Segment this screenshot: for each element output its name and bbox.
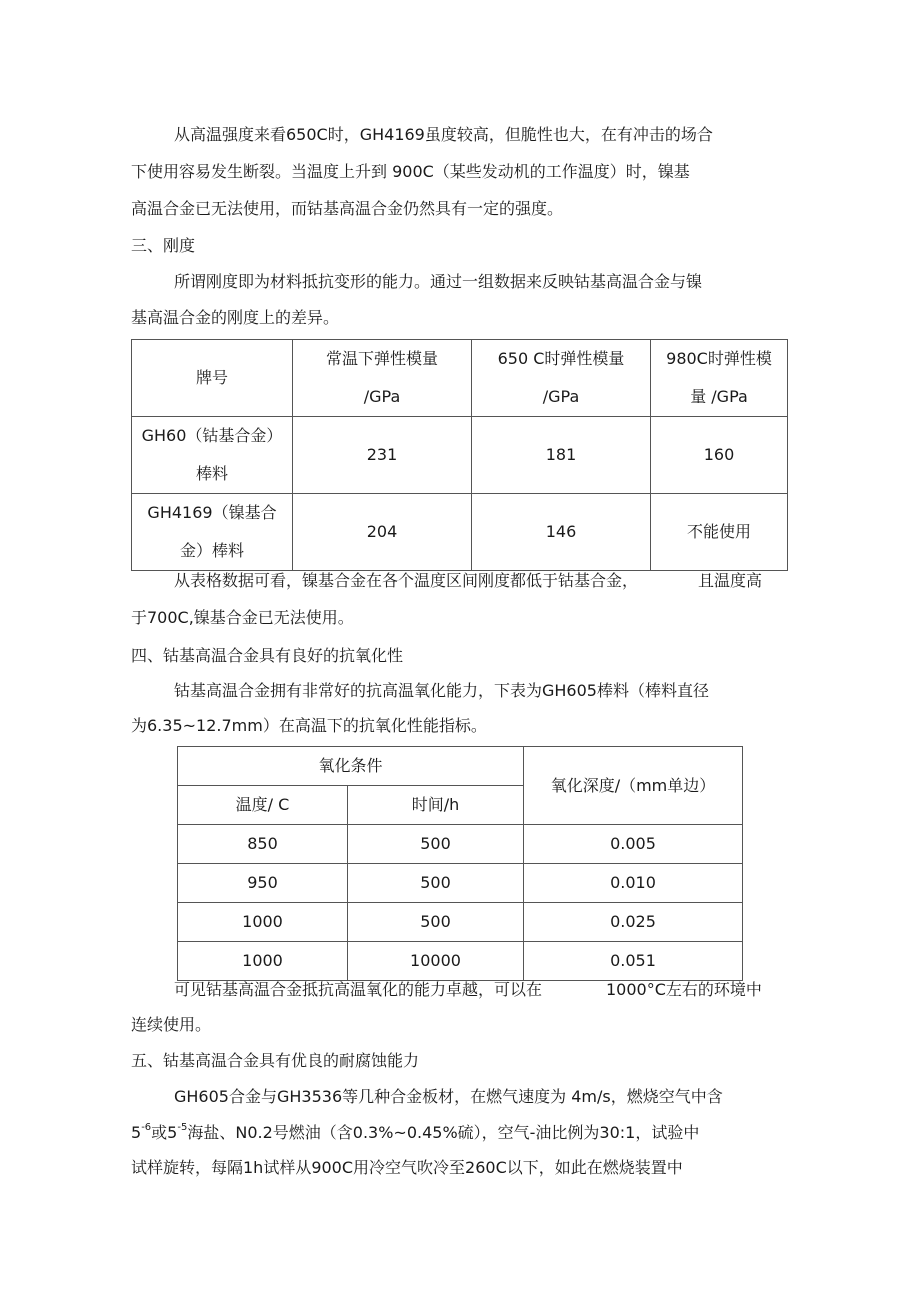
table-row <box>178 825 743 864</box>
para-1-line-3: 高温合金已无法使用，而钴基高温合金仍然具有一定的强度。 <box>131 199 564 218</box>
section-3-heading: 三、刚度 <box>131 236 196 255</box>
row-2-temperature: 950 <box>178 864 348 903</box>
row-1-650: 181 <box>472 417 651 494</box>
table-row <box>178 942 743 981</box>
header-oxidation-depth: 氧化深度/（mm单边） <box>524 747 743 825</box>
para-6-line-2: $5^{-6}$或$5^{-5}$海盐、N0.2号燃油（含0.3%~0.45%硫），空气-油比例为30:1，试验中 <box>131 1121 700 1142</box>
para-1-line-2: 下使用容易发生断裂。当温度上升到 900C（某些发动机的工作温度）时，镍基 <box>131 162 690 181</box>
para-3-line-1b: 且温度高 <box>698 571 763 590</box>
section-4-heading: 四、钴基高温合金具有良好的抗氧化性 <box>131 646 404 665</box>
stiffness-table <box>131 339 788 571</box>
row-1-980: 160 <box>651 417 788 494</box>
row-2-650: 146 <box>472 494 651 571</box>
para-5-line-1b: 1000°C左右的环境中 <box>606 980 762 999</box>
row-2-980: 不能使用 <box>651 494 788 571</box>
row-1-temperature: 850 <box>178 825 348 864</box>
section-5-heading: 五、钴基高温合金具有优良的耐腐蚀能力 <box>131 1051 420 1070</box>
para-3-line-1a: 从表格数据可看，镍基合金在各个温度区间刚度都低于钴基合金， <box>174 571 639 590</box>
para-6-line-1: GH605合金与GH3536等几种合金板材，在燃气速度为 4m/s，燃烧空气中含 <box>174 1087 723 1106</box>
row-2-room-temp: 204 <box>293 494 472 571</box>
header-time: 时间/h <box>348 786 524 825</box>
para-5-line-1a: 可见钴基高温合金抵抗高温氧化的能力卓越，可以在 <box>174 980 543 999</box>
row-4-temperature: 1000 <box>178 942 348 981</box>
table-row <box>178 864 743 903</box>
header-modulus-980: 980C时弹性模 量 /GPa <box>651 340 788 417</box>
row-3-depth: 0.025 <box>524 903 743 942</box>
row-4-time: 10000 <box>348 942 524 981</box>
header-grade: 牌号 <box>132 340 293 417</box>
oxidation-table <box>177 746 743 981</box>
row-3-temperature: 1000 <box>178 903 348 942</box>
row-2-time: 500 <box>348 864 524 903</box>
row-1-time: 500 <box>348 825 524 864</box>
row-1-grade: GH60（钴基合金） 棒料 <box>132 417 293 494</box>
row-3-time: 500 <box>348 903 524 942</box>
header-modulus-room-temp: 常温下弹性模量 /GPa <box>293 340 472 417</box>
row-2-grade: GH4169（镍基合 金）棒料 <box>132 494 293 571</box>
header-oxidation-condition: 氧化条件 <box>178 747 524 786</box>
row-4-depth: 0.051 <box>524 942 743 981</box>
para-1-line-1: 从高温强度来看650C时，GH4169虽度较高，但脆性也大，在有冲击的场合 <box>174 125 713 144</box>
para-2-line-1: 所谓刚度即为材料抵抗变形的能力。通过一组数据来反映钴基高温合金与镍 <box>174 272 703 291</box>
para-6-line-3: 试样旋转，每隔1h试样从900C用冷空气吹冷至260C以下，如此在燃烧装置中 <box>131 1158 683 1177</box>
para-3-line-2: 于700C,镍基合金已无法使用。 <box>131 608 354 627</box>
table-row <box>132 494 788 571</box>
header-modulus-650: 650 C时弹性模量 /GPa <box>472 340 651 417</box>
para-4-line-1: 钴基高温合金拥有非常好的抗高温氧化能力，下表为GH605棒料（棒料直径 <box>174 681 709 700</box>
table-row <box>178 903 743 942</box>
para-4-line-2: 为6.35~12.7mm）在高温下的抗氧化性能指标。 <box>131 716 487 735</box>
para-2-line-2: 基高温合金的刚度上的差异。 <box>131 308 340 327</box>
row-2-depth: 0.010 <box>524 864 743 903</box>
row-1-room-temp: 231 <box>293 417 472 494</box>
table-row <box>132 417 788 494</box>
header-temperature: 温度/ C <box>178 786 348 825</box>
row-1-depth: 0.005 <box>524 825 743 864</box>
para-5-line-2: 连续使用。 <box>131 1015 212 1034</box>
